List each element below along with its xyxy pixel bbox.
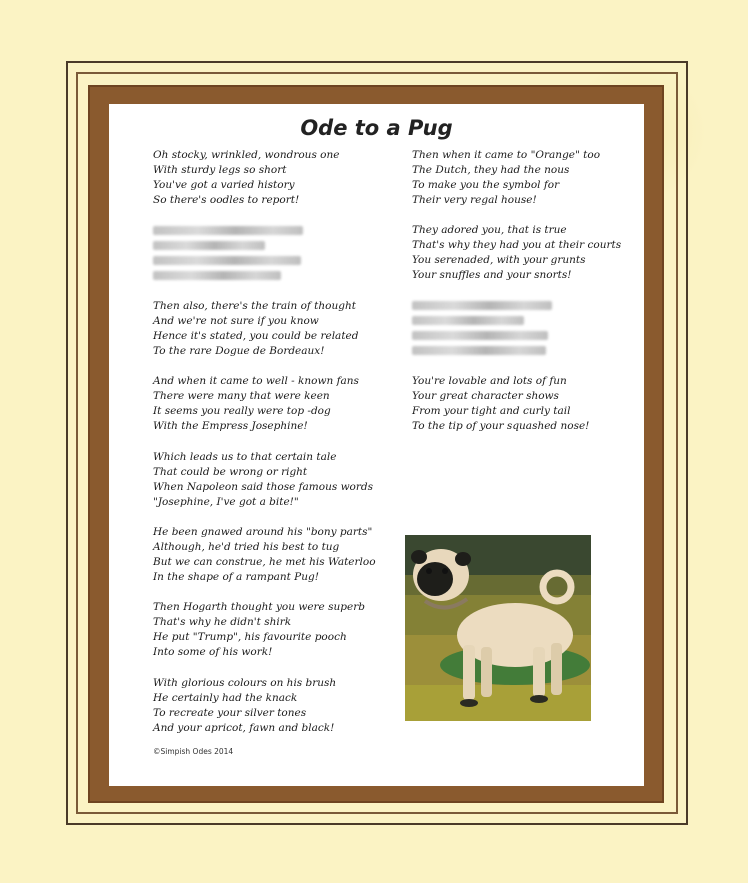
left-stanza-7 <box>153 676 336 736</box>
blurred-line <box>412 331 548 340</box>
poem-title: Ode to a Pug <box>300 116 453 140</box>
poem-line: With the Empress Josephine! <box>153 420 308 432</box>
poem-line: You serenaded, with your grunts <box>412 254 586 266</box>
blurred-line <box>412 346 546 355</box>
left-stanza-1 <box>153 148 339 208</box>
copyright-note: ©Simpish Odes 2014 <box>153 747 234 756</box>
left-stanza-4 <box>153 450 373 510</box>
blurred-line <box>412 316 524 325</box>
poem-line: To recreate your silver tones <box>153 707 307 719</box>
poem-line: But we can construe, he met his Waterloo <box>153 556 376 568</box>
poem-line: From your tight and curly tail <box>412 405 571 417</box>
pug-photo <box>405 535 591 721</box>
poem-line: "Josephine, I've got a bite!" <box>153 496 299 508</box>
poem-line: It seems you really were top -dog <box>153 405 331 417</box>
blurred-line <box>153 226 303 235</box>
left-stanza-2 <box>153 299 358 359</box>
poem-line: With sturdy legs so short <box>153 164 287 176</box>
blurred-stanza-left <box>153 226 303 286</box>
poem-line: And we're not sure if you know <box>153 315 319 327</box>
blurred-line <box>153 241 265 250</box>
poem-line: He been gnawed around his "bony parts" <box>153 526 373 538</box>
poem-line: To the rare Dogue de Bordeaux! <box>153 345 325 357</box>
poem-line: Into some of his work! <box>153 646 273 658</box>
poem-line: He put "Trump", his favourite pooch <box>153 631 347 643</box>
poem-line: That's why he didn't shirk <box>153 616 292 628</box>
poem-line: That's why they had you at their courts <box>412 239 622 251</box>
right-stanza-3 <box>412 374 589 434</box>
blurred-line <box>153 271 281 280</box>
poem-line: That could be wrong or right <box>153 466 308 478</box>
poem-line: Which leads us to that certain tale <box>153 451 337 463</box>
poem-line: Their very regal house! <box>412 194 537 206</box>
poem-line: You're lovable and lots of fun <box>412 375 567 387</box>
right-stanza-1 <box>412 148 600 208</box>
left-stanza-6 <box>153 600 365 660</box>
poem-line: There were many that were keen <box>153 390 330 402</box>
poem-line: Oh stocky, wrinkled, wondrous one <box>153 149 340 161</box>
poem-line: So there's oodles to report! <box>153 194 300 206</box>
blurred-stanza-right <box>412 301 552 361</box>
poem-line: Then Hogarth thought you were superb <box>153 601 365 613</box>
poem-line: They adored you, that is true <box>412 224 567 236</box>
poem-line: To the tip of your squashed nose! <box>412 420 590 432</box>
pug-illustration <box>405 535 591 721</box>
blurred-line <box>412 301 552 310</box>
blurred-line <box>153 256 301 265</box>
poem-line: Then when it came to "Orange" too <box>412 149 601 161</box>
left-stanza-5 <box>153 525 376 585</box>
poem-line: Then also, there's the train of thought <box>153 300 356 312</box>
poem-paper <box>109 104 644 786</box>
poem-line: And when it came to well - known fans <box>153 375 359 387</box>
poem-line: To make you the symbol for <box>412 179 560 191</box>
poem-line: When Napoleon said those famous words <box>153 481 374 493</box>
poem-line: He certainly had the knack <box>153 692 298 704</box>
poem-line: You've got a varied history <box>153 179 295 191</box>
poem-line: The Dutch, they had the nous <box>412 164 570 176</box>
right-stanza-2 <box>412 223 621 283</box>
poem-line: Your great character shows <box>412 390 559 402</box>
poem-line: Although, he'd tried his best to tug <box>153 541 340 553</box>
poem-line: Your snuffles and your snorts! <box>412 269 572 281</box>
poem-line: Hence it's stated, you could be related <box>153 330 359 342</box>
poem-line: In the shape of a rampant Pug! <box>153 571 319 583</box>
poem-line: With glorious colours on his brush <box>153 677 337 689</box>
poem-line: And your apricot, fawn and black! <box>153 722 335 734</box>
left-stanza-3 <box>153 374 359 434</box>
